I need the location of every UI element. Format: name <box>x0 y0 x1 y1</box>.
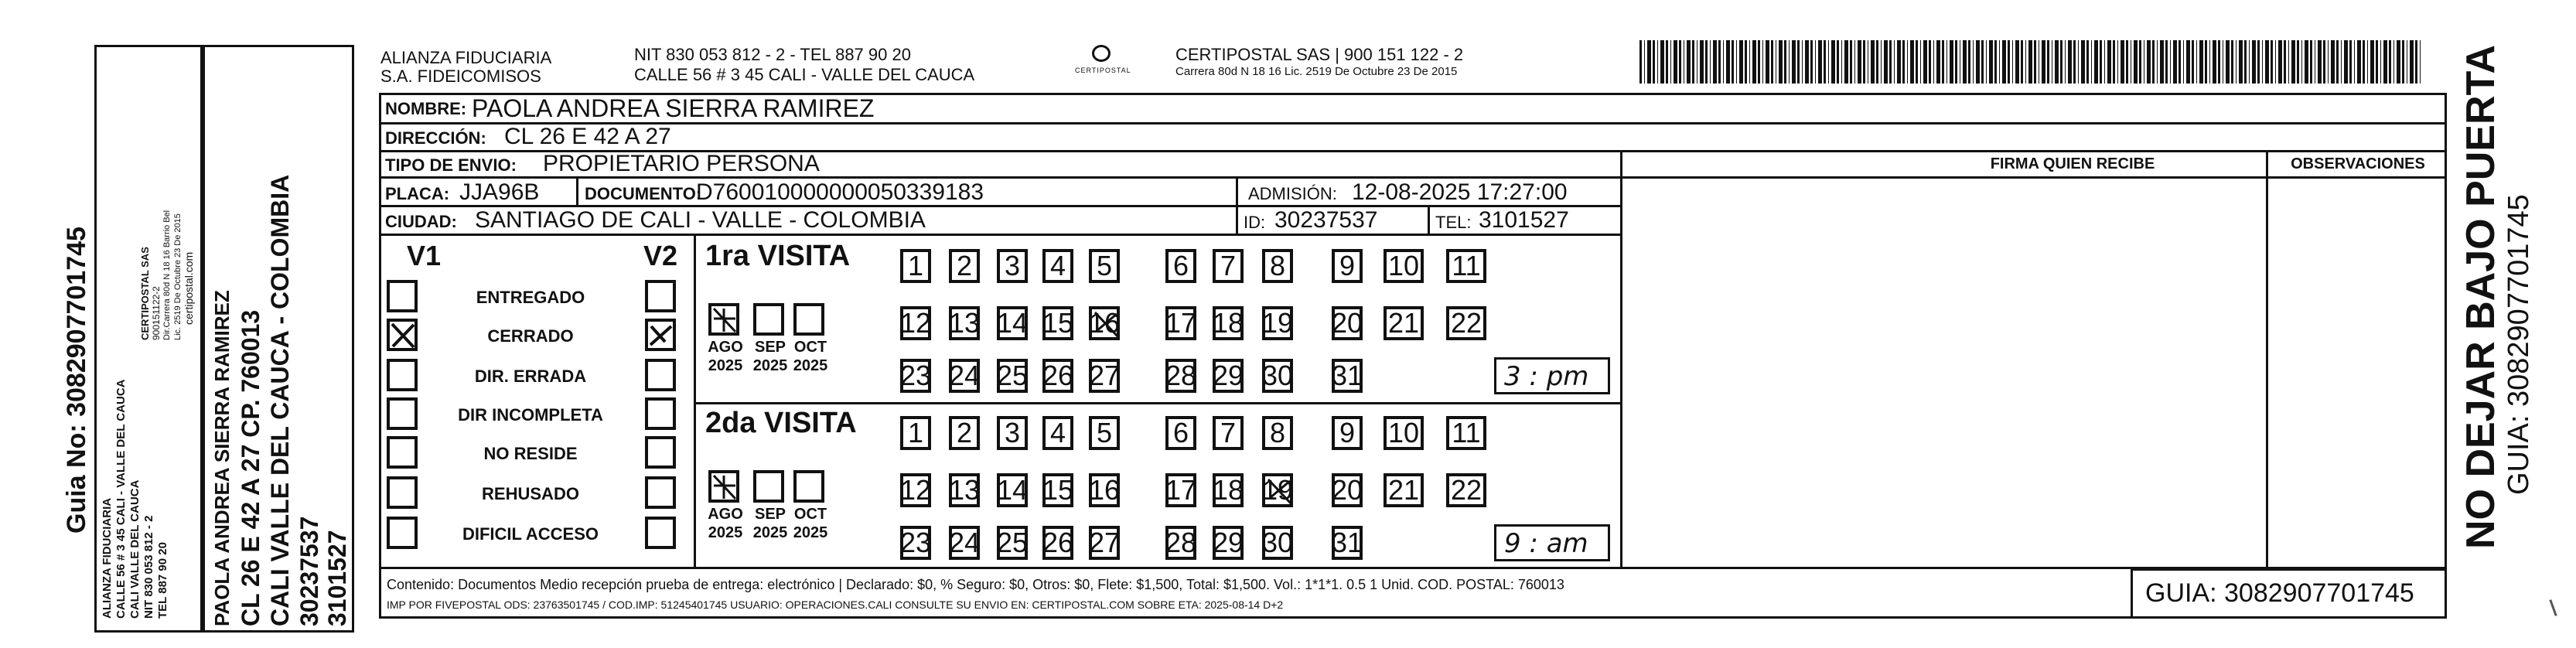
day-number: 24 <box>948 527 981 558</box>
day-cell[interactable] <box>1213 249 1244 283</box>
day-number: 30 <box>1261 360 1294 391</box>
direccion-value: CL 26 E 42 A 27 <box>504 124 671 149</box>
day-cell[interactable] <box>949 306 980 340</box>
stub-recipient-line: PAOLA ANDREA SIERRA RAMIREZ <box>210 290 234 626</box>
stub-recipient-line: CALI VALLE DEL CAUCA - COLOMBIA <box>266 174 294 626</box>
check-mark-icon <box>711 306 738 334</box>
day-number: 23 <box>899 360 932 391</box>
stub-recipient-line: 30237537 <box>295 516 323 626</box>
day-number: 16 <box>1088 307 1121 339</box>
placa-value: JJA96B <box>459 179 540 205</box>
v2-checkbox[interactable] <box>645 397 676 430</box>
month-label: SEP <box>754 506 786 523</box>
day-number: 9 <box>1339 417 1356 448</box>
day-number: 14 <box>996 307 1029 339</box>
tipo-envio-value: PROPIETARIO PERSONA <box>543 151 820 176</box>
day-number: 4 <box>1049 250 1066 281</box>
day-number: 4 <box>1049 417 1066 448</box>
row-divider <box>379 234 1620 236</box>
day-cell[interactable] <box>900 359 931 393</box>
day-cell[interactable] <box>949 473 980 507</box>
day-cell[interactable] <box>1262 416 1293 450</box>
day-cell[interactable] <box>1332 359 1363 393</box>
documento-value: D760010000000050339183 <box>696 179 984 205</box>
day-number: 29 <box>1212 360 1244 391</box>
day-cell[interactable] <box>900 249 931 283</box>
day-number: 20 <box>1331 307 1363 339</box>
day-number: 11 <box>1452 250 1481 281</box>
year-label: 2025 <box>708 524 743 541</box>
year-label: 2025 <box>752 357 788 374</box>
day-cell[interactable] <box>997 306 1028 340</box>
day-cell[interactable] <box>1089 249 1120 283</box>
day-cell[interactable] <box>1042 249 1073 283</box>
ciudad-value: SANTIAGO DE CALI - VALLE - COLOMBIA <box>475 207 926 233</box>
day-number: 17 <box>1165 307 1197 339</box>
month-checkbox[interactable] <box>793 303 824 336</box>
day-cell[interactable] <box>1384 249 1424 283</box>
status-label: NO RESIDE <box>483 444 578 463</box>
day-number: 1 <box>907 250 924 281</box>
day-number: 18 <box>1212 307 1244 339</box>
day-number: 11 <box>1452 417 1481 448</box>
day-number: 8 <box>1269 417 1286 448</box>
v1-checkbox[interactable] <box>387 319 418 351</box>
firma-label: FIRMA QUIEN RECIBE <box>1990 155 2155 172</box>
day-cell[interactable] <box>1332 473 1363 507</box>
day-number: 23 <box>899 527 932 558</box>
day-cell[interactable] <box>1262 249 1293 283</box>
day-cell[interactable] <box>1384 416 1424 450</box>
month-label: OCT <box>793 506 827 523</box>
day-cell[interactable] <box>1262 473 1293 507</box>
day-number: 6 <box>1172 250 1189 281</box>
day-cell[interactable] <box>949 249 980 283</box>
documento-label: DOCUMENTO: <box>585 184 702 203</box>
day-cell[interactable] <box>900 306 931 340</box>
day-number: 2 <box>956 417 973 448</box>
cell-divider <box>1236 205 1238 234</box>
day-cell[interactable] <box>997 526 1028 560</box>
stub-courier-line: 900151122-2 <box>151 286 162 340</box>
v2-checkbox[interactable] <box>645 436 676 469</box>
v2-checkbox[interactable] <box>645 280 676 312</box>
day-number: 31 <box>1331 360 1363 391</box>
time-box[interactable] <box>1494 357 1610 394</box>
day-cell[interactable] <box>1165 249 1196 283</box>
observaciones-space[interactable] <box>2269 179 2445 565</box>
day-number: 6 <box>1172 417 1189 448</box>
sender-nit-tel: NIT 830 053 812 - 2 - TEL 887 90 20 <box>634 45 911 64</box>
status-label: ENTREGADO <box>476 288 585 307</box>
first-visit-title: 1ra VISITA <box>705 240 851 272</box>
status-label: DIFICIL ACCESO <box>462 524 599 544</box>
day-cell[interactable] <box>900 526 931 560</box>
day-number: 16 <box>1088 474 1121 506</box>
day-cell[interactable] <box>1213 526 1244 560</box>
day-cell[interactable] <box>997 473 1028 507</box>
barcode <box>1639 40 2421 84</box>
firma-space[interactable] <box>1622 179 2264 565</box>
day-cell[interactable] <box>1089 359 1120 393</box>
stub-courier-line: Dir.Carrera 80d N 18 16 Barrio Bel <box>162 210 172 340</box>
day-number: 12 <box>899 307 932 339</box>
day-cell[interactable] <box>1332 416 1363 450</box>
day-number: 19 <box>1261 307 1294 339</box>
imp-text: IMP POR FIVEPOSTAL ODS: 23763501745 / COD.IMP: 51245401745 USUARIO: OPERACIONES.CALI CONSULTE SU ENVIO EN: CERTIPOSTAL.COM SOBRE ETA: 2025-08-14 D+2 <box>387 599 1284 611</box>
scan-mark <box>2549 599 2557 616</box>
v2-label: V2 <box>643 240 678 271</box>
check-mark-icon <box>390 322 416 350</box>
day-cell[interactable] <box>1332 526 1363 560</box>
day-number: 1 <box>907 417 924 448</box>
day-number: 28 <box>1165 527 1197 558</box>
status-label: DIR. ERRADA <box>474 367 587 386</box>
day-number: 31 <box>1331 527 1363 558</box>
day-cell[interactable] <box>997 359 1028 393</box>
sender-subname: S.A. FIDEICOMISOS <box>380 67 541 86</box>
status-column-divider <box>694 234 696 567</box>
day-cell[interactable] <box>1042 473 1073 507</box>
day-number: 20 <box>1331 474 1363 506</box>
day-cell[interactable] <box>949 359 980 393</box>
time-box[interactable] <box>1494 524 1610 561</box>
day-number: 30 <box>1261 527 1294 558</box>
day-cell[interactable] <box>1262 526 1293 560</box>
check-mark-icon <box>711 473 738 501</box>
day-cell[interactable] <box>1042 359 1073 393</box>
day-number: 22 <box>1450 474 1482 506</box>
handwritten-time: 9 : am <box>1504 528 1588 559</box>
sender-name: ALIANZA FIDUCIARIA <box>380 48 552 67</box>
v1-checkbox[interactable] <box>387 359 418 391</box>
day-cell[interactable] <box>1165 359 1196 393</box>
day-number: 12 <box>899 474 932 506</box>
month-checkbox[interactable] <box>793 470 824 503</box>
day-cell[interactable] <box>1262 359 1293 393</box>
month-checkbox[interactable] <box>753 470 784 503</box>
handwritten-time: 3 : pm <box>1504 361 1589 392</box>
check-mark-icon <box>648 322 674 350</box>
day-cell[interactable] <box>1262 306 1293 340</box>
placa-label: PLACA: <box>385 184 450 203</box>
month-label: OCT <box>793 339 827 356</box>
v1-label: V1 <box>407 240 442 271</box>
observaciones-label: OBSERVACIONES <box>2291 155 2425 172</box>
v1-checkbox[interactable] <box>387 517 418 549</box>
ciudad-label: CIUDAD: <box>385 212 457 231</box>
stub-sender-line: NIT 830 053 812 - 2 <box>142 515 155 619</box>
id-label: ID: <box>1244 213 1266 232</box>
year-label: 2025 <box>708 357 743 374</box>
year-label: 2025 <box>793 524 828 541</box>
month-label: SEP <box>754 339 786 356</box>
day-number: 17 <box>1165 474 1197 506</box>
day-number: 28 <box>1165 360 1197 391</box>
side-guia: GUIA: 3082907701745 <box>2503 194 2535 495</box>
id-value: 30237537 <box>1274 207 1378 233</box>
day-cell[interactable] <box>1089 306 1120 340</box>
day-number: 29 <box>1212 527 1244 558</box>
courier-address: Carrera 80d N 18 16 Lic. 2519 De Octubre 23 De 2015 <box>1175 65 1458 78</box>
visit-divider <box>694 402 1620 404</box>
stub-sender-line: CALLE 56 # 3 45 CALI - VALLE DEL CAUCA <box>114 379 128 619</box>
tipo-envio-label: TIPO DE ENVIO: <box>385 155 517 175</box>
day-number: 27 <box>1088 527 1121 558</box>
day-number: 24 <box>948 360 981 391</box>
stub-website: certipostal.com <box>183 251 195 325</box>
courier-logo-icon <box>1092 45 1111 62</box>
day-number: 22 <box>1450 307 1482 339</box>
day-number: 14 <box>996 474 1029 506</box>
admision-label: ADMISIÓN: <box>1248 184 1337 203</box>
day-cell[interactable] <box>900 416 931 450</box>
admision-value: 12-08-2025 17:27:00 <box>1352 179 1568 205</box>
status-label: DIR INCOMPLETA <box>458 405 603 425</box>
day-number: 26 <box>1042 360 1074 391</box>
month-label: AGO <box>708 339 743 356</box>
sender-address: CALLE 56 # 3 45 CALI - VALLE DEL CAUCA <box>634 65 975 84</box>
day-number: 5 <box>1096 250 1113 281</box>
footer-guia: GUIA: 3082907701745 <box>2145 578 2414 608</box>
courier-name: CERTIPOSTAL SAS | 900 151 122 - 2 <box>1175 45 1464 64</box>
second-visit-title: 2da VISITA <box>705 407 857 439</box>
no-dejar-bajo-puerta: NO DEJAR BAJO PUERTA <box>2458 44 2503 549</box>
courier-logo <box>1067 43 1137 82</box>
day-cell[interactable] <box>1446 249 1486 283</box>
v2-checkbox[interactable] <box>645 476 676 509</box>
day-cell[interactable] <box>1089 416 1120 450</box>
month-checkbox[interactable] <box>708 303 739 336</box>
day-number: 10 <box>1387 417 1420 448</box>
cell-divider <box>1236 176 1238 205</box>
day-number: 7 <box>1220 250 1237 281</box>
cell-divider <box>1428 205 1430 234</box>
day-number: 27 <box>1088 360 1121 391</box>
day-number: 5 <box>1096 417 1113 448</box>
day-cell[interactable] <box>1165 526 1196 560</box>
stub-courier-line: Lic. 2519 De Octubre 23 De 2015 <box>173 213 183 340</box>
day-number: 10 <box>1387 250 1420 281</box>
direccion-label: DIRECCIÓN: <box>385 128 486 148</box>
stub-guia-number: Guia No: 3082907701745 <box>62 227 91 534</box>
day-cell[interactable] <box>997 416 1028 450</box>
day-cell[interactable] <box>1042 526 1073 560</box>
day-cell[interactable] <box>1446 416 1486 450</box>
v1-checkbox[interactable] <box>387 476 418 509</box>
day-cell[interactable] <box>1042 416 1073 450</box>
nombre-value: PAOLA ANDREA SIERRA RAMIREZ <box>472 94 875 122</box>
day-number: 8 <box>1269 250 1286 281</box>
day-cell[interactable] <box>1165 416 1196 450</box>
day-cell[interactable] <box>1213 473 1244 507</box>
month-checkbox[interactable] <box>708 470 739 503</box>
v2-checkbox[interactable] <box>645 359 676 391</box>
v1-checkbox[interactable] <box>387 397 418 430</box>
day-cell[interactable] <box>1384 473 1424 507</box>
day-number: 26 <box>1042 527 1074 558</box>
day-cell[interactable] <box>949 416 980 450</box>
stub-sender-line: ALIANZA FIDUCIARIA <box>101 497 114 619</box>
day-cell[interactable] <box>1446 473 1486 507</box>
status-label: REHUSADO <box>482 484 579 503</box>
contenido-text: Contenido: Documentos Medio recepción prueba de entrega: electrónico | Declarado: $0, % Seguro: $0, Otros: $0, Flete: $1,500, Total: $1,500. Vol.: 1*1*1. 0.5 1 Unid. COD. POSTAL: 760013 <box>387 577 1564 592</box>
v2-checkbox[interactable] <box>645 517 676 549</box>
day-cell[interactable] <box>1446 306 1486 340</box>
day-cell[interactable] <box>1213 306 1244 340</box>
nombre-label: NOMBRE: <box>385 99 467 118</box>
stub-recipient-line: 3101527 <box>323 530 351 626</box>
tel-label: TEL: <box>1435 213 1472 232</box>
day-number: 3 <box>1004 250 1021 281</box>
day-cell[interactable] <box>1213 416 1244 450</box>
day-number: 19 <box>1261 474 1294 506</box>
day-cell[interactable] <box>997 249 1028 283</box>
day-cell[interactable] <box>1042 306 1073 340</box>
day-number: 25 <box>996 360 1029 391</box>
v2-checkbox[interactable] <box>645 319 676 351</box>
day-cell[interactable] <box>1089 473 1120 507</box>
day-cell[interactable] <box>1165 473 1196 507</box>
day-cell[interactable] <box>949 526 980 560</box>
stub-courier-line: CERTIPOSTAL SAS <box>139 247 151 340</box>
tel-value: 3101527 <box>1479 207 1569 233</box>
day-number: 21 <box>1387 307 1420 339</box>
v1-checkbox[interactable] <box>387 280 418 312</box>
day-number: 25 <box>996 527 1029 558</box>
stub-sender-line: CALI VALLE DEL CAUCA <box>128 479 142 619</box>
day-number: 15 <box>1042 307 1074 339</box>
day-number: 9 <box>1339 250 1356 281</box>
v1-checkbox[interactable] <box>387 436 418 469</box>
day-cell[interactable] <box>1332 306 1363 340</box>
day-cell[interactable] <box>1384 306 1424 340</box>
day-cell[interactable] <box>1213 359 1244 393</box>
day-number: 2 <box>956 250 973 281</box>
month-checkbox[interactable] <box>753 303 784 336</box>
day-number: 18 <box>1212 474 1244 506</box>
year-label: 2025 <box>793 357 828 374</box>
cell-divider <box>576 176 578 205</box>
day-number: 21 <box>1387 474 1420 506</box>
stub-sender-line: TEL 887 90 20 <box>156 542 169 619</box>
day-number: 15 <box>1042 474 1074 506</box>
obs-column-divider <box>2266 150 2268 567</box>
day-cell[interactable] <box>1089 526 1120 560</box>
day-number: 13 <box>948 474 981 506</box>
month-label: AGO <box>708 506 743 523</box>
day-number: 3 <box>1004 417 1021 448</box>
courier-logo-caption: CERTIPOSTAL <box>1075 67 1131 74</box>
day-cell[interactable] <box>1165 306 1196 340</box>
stub-recipient-line: CL 26 E 42 A 27 CP. 760013 <box>237 309 264 626</box>
status-label: CERRADO <box>487 326 574 346</box>
day-cell[interactable] <box>900 473 931 507</box>
day-number: 7 <box>1220 417 1237 448</box>
day-number: 13 <box>948 307 981 339</box>
year-label: 2025 <box>752 524 788 541</box>
left-stub <box>0 0 363 648</box>
day-cell[interactable] <box>1332 249 1363 283</box>
